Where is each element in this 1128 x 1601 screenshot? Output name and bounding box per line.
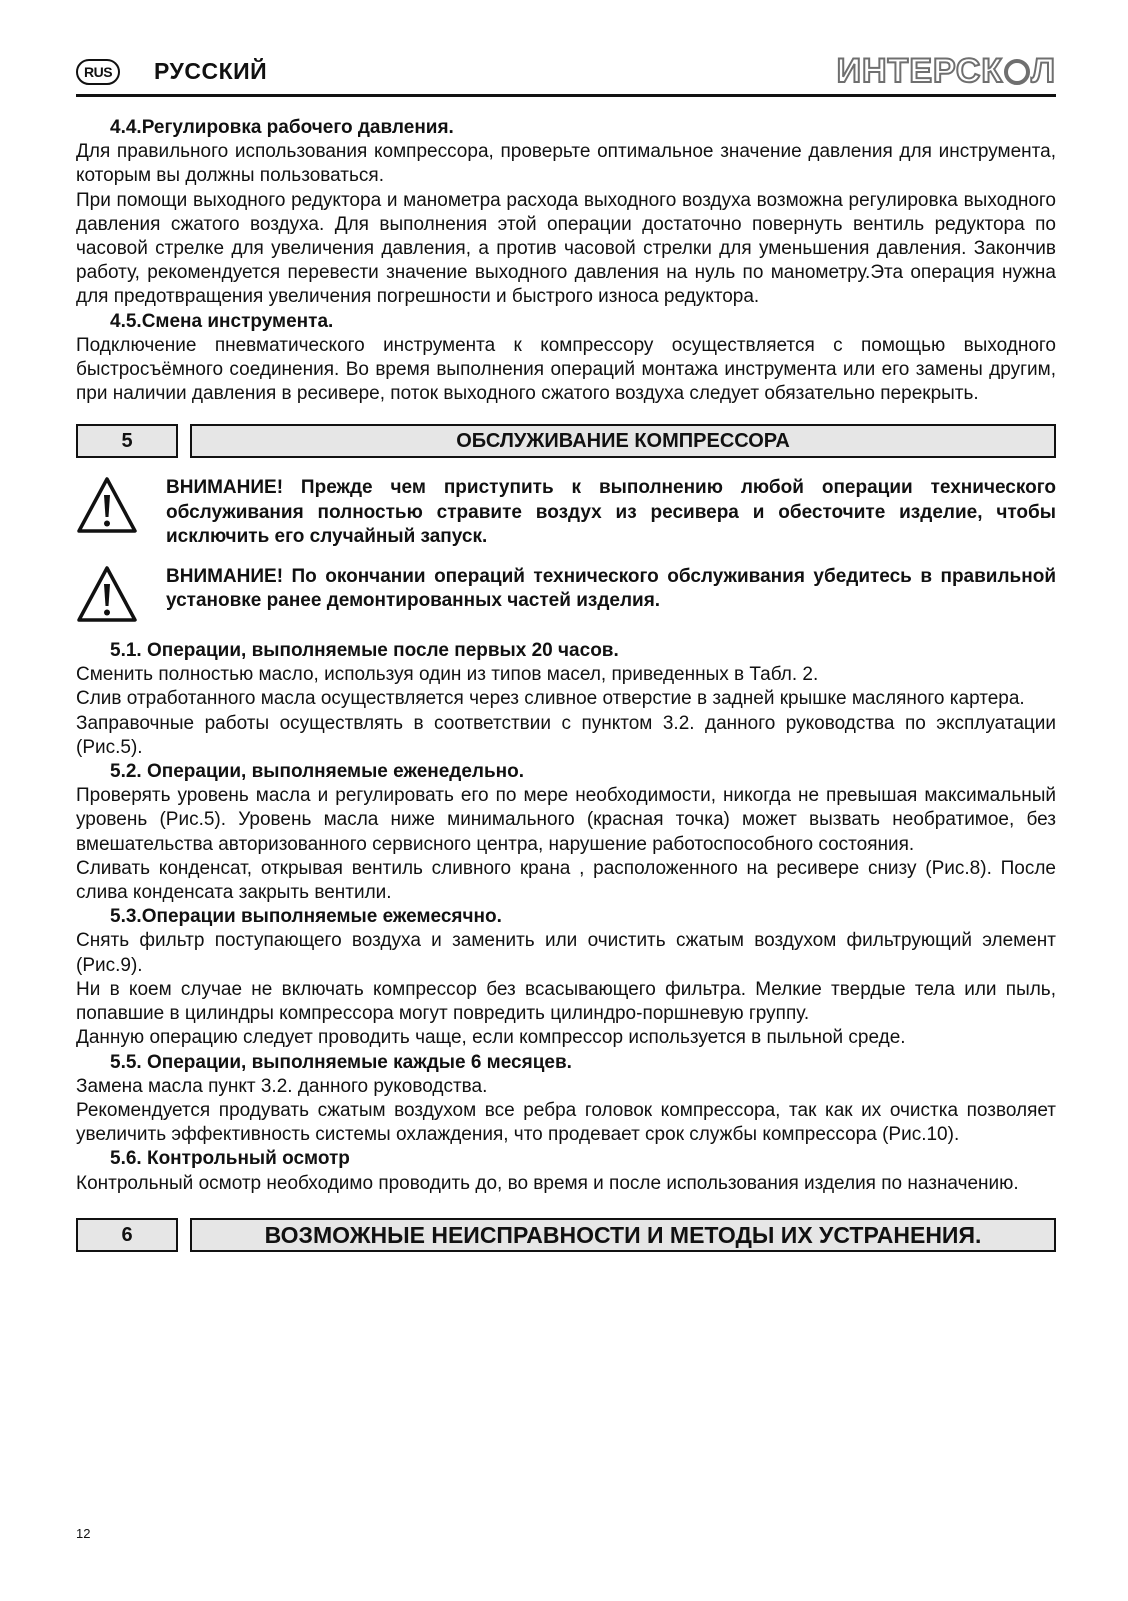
- warning-block: [76, 476, 1056, 549]
- section-number: 5: [76, 424, 178, 458]
- warning-text: ВНИМАНИЕ! По окончании операций технического обслуживания убедитесь в правильной установке ранее демонтированных частей изделия.: [166, 566, 1056, 612]
- section-6-header: [76, 1218, 1056, 1252]
- warning-icon: [76, 476, 138, 534]
- page-number: 12: [76, 1526, 91, 1541]
- paragraph: Данную операцию следует проводить чаще, если компрессор используется в пыльной среде.: [76, 1027, 906, 1049]
- logo-text-right: Л: [1031, 52, 1056, 90]
- section-5-header: [76, 424, 1056, 458]
- paragraph: При помощи выходного редуктора и манометра расхода выходного воздуха возможна регулировка выходного давления сжатого воздуха. Для выполнения этой операции достаточно повернуть вентиль редуктора по часовой стрелке для увеличения давления, а против часовой стрелки для уменьшения давления. Закончив работу, рекомендуется перевести значение выходного давления на нуль по манометру.Эта операция нужна для предотвращения увеличения погрешности и быстрого износа редуктора.: [76, 189, 1056, 308]
- gear-icon: [1004, 59, 1030, 85]
- section-number: 6: [76, 1218, 178, 1252]
- heading-5-2: 5.2. Операции, выполняемые еженедельно.: [110, 761, 525, 783]
- paragraph: Подключение пневматического инструмента к компрессору осуществляется с помощью выходного быстросъёмного соединения. Во время выполнения операций монтажа инструмента или его замены другим, при наличии давления в ресивере, поток выходного сжатого воздуха следует обязательно перекрыть.: [76, 334, 1056, 405]
- document-body: [76, 116, 1056, 1270]
- logo-text-left: ИНТЕРСК: [836, 52, 1004, 90]
- paragraph: Проверять уровень масла и регулировать его по мере необходимости, никогда не превышая максимальный уровень (Рис.5). Уровень масла ниже минимального (красная точка) может вызвать необратимое, без вмешательства авторизованного сервисного центра, нарушение работоспособного состояния.: [76, 785, 1056, 855]
- heading-5-6: 5.6. Контрольный осмотр: [110, 1148, 350, 1170]
- paragraph: Ни в коем случае не включать компрессор без всасывающего фильтра. Мелкие твердые тела или пыль, попавшие в цилиндры компрессора могут повредить цилиндро-поршневую группу.: [76, 978, 1056, 1025]
- section-title: ВОЗМОЖНЫЕ НЕИСПРАВНОСТИ И МЕТОДЫ ИХ УСТРАНЕНИЯ.: [190, 1218, 1056, 1252]
- heading-4-4: 4.4.Регулировка рабочего давления.: [110, 117, 454, 138]
- heading-4-5: 4.5.Смена инструмента.: [110, 310, 334, 332]
- section-title: ОБСЛУЖИВАНИЕ КОМПРЕССОРА: [190, 424, 1056, 458]
- paragraph: Для правильного использования компрессора, проверьте оптимальное значение давления для инструмента, которым вы должны пользоваться.: [76, 141, 1056, 187]
- paragraph: Контрольный осмотр необходимо проводить до, во время и после использования изделия по назначению.: [76, 1172, 1019, 1194]
- heading-5-3: 5.3.Операции выполняемые ежемесячно.: [110, 906, 502, 928]
- warning-icon: [76, 565, 138, 623]
- paragraph: Замена масла пункт 3.2. данного руководства.: [76, 1075, 488, 1097]
- brand-logo: [837, 54, 1056, 88]
- heading-5-1: 5.1. Операции, выполняемые после первых 20 часов.: [110, 640, 619, 662]
- page-header: [76, 54, 1056, 96]
- paragraph: Сменить полностью масло, используя один из типов масел, приведенных в Табл. 2.: [76, 664, 819, 686]
- language-title: РУССКИЙ: [154, 58, 268, 84]
- warning-block: [76, 565, 1056, 625]
- warning-text: ВНИМАНИЕ! Прежде чем приступить к выполнению любой операции технического обслуживания полностью стравите воздух из ресивера и обесточите изделие, чтобы исключить его случайный запуск.: [166, 477, 1056, 547]
- header-divider: [76, 94, 1056, 97]
- paragraph: Слив отработанного масла осуществляется через сливное отверстие в задней крышке масляного картера.: [76, 688, 1025, 710]
- paragraph: Сливать конденсат, открывая вентиль сливного крана , расположенного на ресивере снизу (Рис.8). После слива конденсата закрыть вентили.: [76, 857, 1056, 904]
- paragraph: Заправочные работы осуществлять в соответствии с пунктом 3.2. данного руководства по эксплуатации (Рис.5).: [76, 712, 1056, 758]
- paragraph: Снять фильтр поступающего воздуха и заменить или очистить сжатым воздухом фильтрующий элемент (Рис.9).: [76, 930, 1056, 976]
- heading-5-5: 5.5. Операции, выполняемые каждые 6 месяцев.: [110, 1051, 572, 1073]
- paragraph: Рекомендуется продувать сжатым воздухом все ребра головок компрессора, так как их очистка позволяет увеличить эффективность системы охлаждения, что продевает срок службы компрессора (Рис.10).: [76, 1099, 1056, 1146]
- language-badge: RUS: [76, 59, 120, 85]
